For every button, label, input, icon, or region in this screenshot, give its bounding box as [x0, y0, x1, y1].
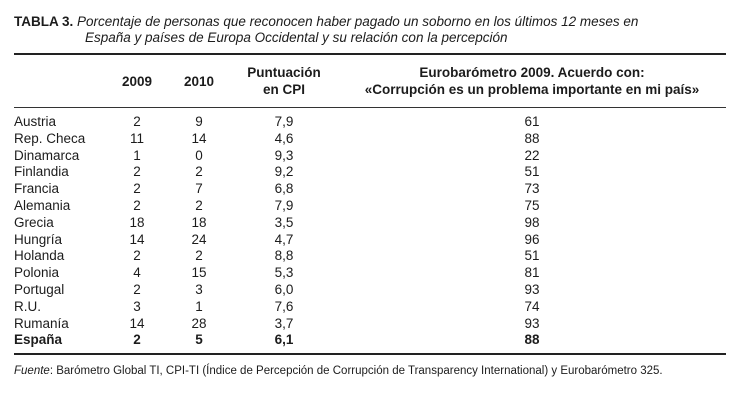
table-row — [14, 282, 726, 299]
cell-2009: 2 — [133, 164, 141, 180]
cell-country: Francia — [14, 181, 60, 197]
cell-country: Rep. Checa — [14, 130, 86, 146]
table-row — [14, 181, 726, 198]
header-2009: 2009 — [121, 73, 153, 89]
cell-2009: 2 — [133, 114, 141, 129]
table-body — [14, 108, 726, 349]
cell-cpi: 6,8 — [274, 181, 294, 197]
cell-cpi: 6,0 — [274, 281, 294, 297]
cell-cpi: 7,6 — [274, 298, 294, 314]
table-row — [14, 316, 726, 333]
header-2010: 2010 — [183, 73, 215, 89]
header-cpi-line2: en CPI — [262, 82, 305, 97]
cell-2009: 14 — [129, 231, 145, 247]
cell-cpi: 8,8 — [274, 248, 294, 264]
cell-eurobarometer: 51 — [524, 164, 540, 180]
cell-2009: 1 — [133, 147, 141, 163]
cell-cpi: 3,5 — [274, 214, 294, 230]
table-row — [14, 332, 726, 349]
cell-eurobarometer: 88 — [524, 332, 540, 348]
table-row — [14, 131, 726, 148]
cell-eurobarometer: 61 — [524, 114, 540, 129]
header-eurobarometer — [338, 55, 726, 107]
source-label: Fuente — [14, 365, 50, 378]
cell-country: España — [14, 332, 63, 348]
cell-country: Holanda — [14, 248, 65, 264]
table-row — [14, 265, 726, 282]
cell-2010: 18 — [191, 214, 207, 230]
table-row — [14, 164, 726, 181]
cell-eurobarometer: 93 — [524, 281, 540, 297]
document — [14, 14, 726, 377]
cell-cpi: 9,2 — [274, 164, 294, 180]
table-row — [14, 215, 726, 232]
cell-cpi: 9,3 — [274, 147, 294, 163]
caption-text-2: España y países de Europa Occidental y su relación con la percepción — [85, 30, 508, 45]
cell-2009: 2 — [133, 281, 141, 297]
cell-country: Hungría — [14, 231, 63, 247]
caption-line-1 — [14, 14, 726, 30]
bottom-rule — [14, 353, 726, 355]
cell-country: Rumanía — [14, 315, 69, 331]
cell-2009: 2 — [133, 248, 141, 264]
header-euro-line1: Eurobarómetro 2009. Acuerdo con: — [419, 65, 645, 80]
cell-2010: 2 — [195, 197, 203, 213]
table-row — [14, 148, 726, 165]
cell-cpi: 4,7 — [274, 231, 294, 247]
table-row — [14, 198, 726, 215]
cell-2010: 14 — [191, 130, 207, 146]
cell-2009: 2 — [133, 332, 141, 348]
cell-2010: 0 — [195, 147, 203, 163]
cell-eurobarometer: 98 — [524, 214, 540, 230]
cell-eurobarometer: 22 — [524, 147, 540, 163]
data-table-body — [14, 108, 726, 349]
cell-eurobarometer: 93 — [524, 315, 540, 331]
cell-country: Polonia — [14, 265, 60, 281]
cell-2009: 18 — [129, 214, 145, 230]
header-country — [14, 55, 106, 107]
cell-2010: 3 — [195, 281, 203, 297]
cell-2009: 11 — [129, 130, 144, 146]
cell-2010: 1 — [195, 298, 203, 314]
cell-country: Alemania — [14, 197, 71, 213]
cell-2010: 2 — [195, 164, 203, 180]
data-table — [14, 55, 726, 107]
cell-cpi: 4,6 — [274, 130, 294, 146]
header-cpi — [230, 55, 338, 107]
cell-2009: 4 — [133, 265, 141, 281]
cell-eurobarometer: 73 — [524, 181, 540, 197]
cell-2010: 24 — [191, 231, 207, 247]
cell-2009: 3 — [133, 298, 141, 314]
table-row — [14, 108, 726, 131]
cell-country: Finlandia — [14, 164, 69, 180]
cell-2009: 2 — [133, 197, 141, 213]
cell-2010: 7 — [195, 181, 203, 197]
cell-cpi: 6,1 — [274, 332, 294, 348]
cell-2010: 28 — [191, 315, 207, 331]
cell-2009: 2 — [133, 181, 141, 197]
table-header — [14, 55, 726, 107]
cell-eurobarometer: 74 — [524, 298, 540, 314]
table-caption — [14, 14, 726, 46]
header-euro-line2: «Corrupción es un problema importante en mi país» — [364, 82, 700, 97]
cell-2010: 15 — [191, 265, 207, 281]
cell-eurobarometer: 96 — [524, 231, 540, 247]
header-cpi-line1: Puntuación — [247, 65, 321, 80]
cell-country: Dinamarca — [14, 147, 80, 163]
cell-2010: 2 — [195, 248, 203, 264]
cell-2010: 5 — [195, 332, 203, 348]
cell-eurobarometer: 51 — [524, 248, 540, 264]
cell-eurobarometer: 75 — [524, 197, 540, 213]
caption-text-1: Porcentaje de personas que reconocen haber pagado un soborno en los últimos 12 meses en — [77, 14, 639, 29]
cell-cpi: 7,9 — [274, 114, 294, 129]
cell-cpi: 5,3 — [274, 265, 294, 281]
caption-label: TABLA 3. — [14, 14, 74, 29]
source-text: : Barómetro Global TI, CPI-TI (Índice de Percepción de Corrupción de Transparency International) y Eurobarómetro 325. — [49, 365, 663, 378]
cell-country: R.U. — [14, 298, 41, 314]
cell-country: Austria — [14, 114, 57, 129]
source-note — [14, 365, 726, 377]
cell-cpi: 3,7 — [274, 315, 294, 331]
cell-cpi: 7,9 — [274, 197, 294, 213]
table-row — [14, 248, 726, 265]
cell-eurobarometer: 81 — [524, 265, 540, 281]
table-row — [14, 232, 726, 249]
table-row — [14, 299, 726, 316]
cell-2009: 14 — [129, 315, 145, 331]
cell-country: Grecia — [14, 214, 54, 230]
cell-eurobarometer: 88 — [524, 130, 540, 146]
cell-country: Portugal — [14, 281, 65, 297]
cell-2010: 9 — [195, 114, 203, 129]
